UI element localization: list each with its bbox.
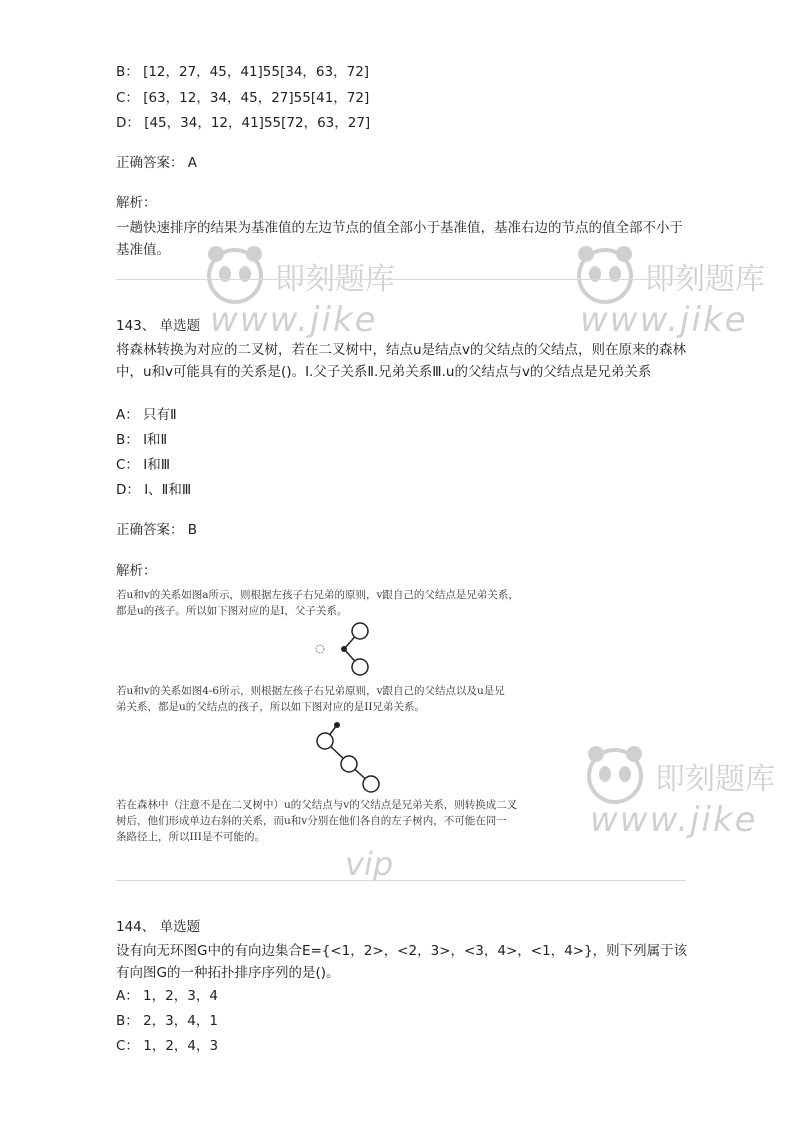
q142-analysis-text: 一趟快速排序的结果为基准值的左边节点的值全部小于基准值，基准右边的节点的值全部不小于基准值。	[116, 220, 683, 258]
q144-option-a: A： 1，2，3，4	[116, 988, 218, 1004]
q142-answer: 正确答案： A	[116, 155, 198, 171]
q143-analysis-figure	[116, 585, 568, 863]
q142-option-b: B： [12，27，45，41]55[34，63，72]	[116, 64, 370, 80]
q143-analysis-label: 解析：	[116, 563, 157, 579]
watermark-fragment: vip	[345, 845, 394, 883]
figure-text-line: 树后，他们形成单边右斜的关系，而u和v分别在他们各自的左子树内，不可能在同一	[116, 815, 507, 827]
q143-answer: 正确答案： B	[116, 522, 198, 538]
watermark-url: www.jike	[590, 800, 758, 840]
q143-option-d: D： Ⅰ、Ⅱ和Ⅲ	[116, 482, 192, 498]
q143-option-a: A： 只有Ⅱ	[116, 407, 177, 423]
watermark-brand: 即刻题库	[275, 262, 395, 297]
figure-text-line: 若在森林中（注意不是在二叉树中）u的父结点与v的父结点是兄弟关系，则转换成二叉	[116, 799, 518, 811]
q144-header: 144、 单选题	[116, 919, 201, 935]
q142-option-d: D： [45，34，12，41]55[72，63，27]	[116, 115, 371, 131]
q143-option-b: B： Ⅰ和Ⅱ	[116, 432, 168, 448]
watermark-brand: 即刻题库	[645, 262, 765, 297]
tree-diagram-2	[116, 717, 568, 797]
q144-stem: 设有向无环图G中的有向边集合E={<1，2>，<2，3>，<3，4>，<1，4>}，则下列属于该有向图G的一种拓扑排序序列的是()。	[116, 943, 688, 981]
panda-icon	[580, 740, 650, 810]
q142-option-c: C： [63，12，34，45，27]55[41，72]	[116, 90, 370, 106]
q143-stem: 将森林转换为对应的二叉树，若在二叉树中，结点u是结点v的父结点的父结点，则在原来的森林中，u和v可能具有的关系是()。Ⅰ.父子关系Ⅱ.兄弟关系Ⅲ.u的父结点与v的父结点是兄弟关系	[116, 342, 687, 380]
q143-option-c: C： Ⅰ和Ⅲ	[116, 457, 171, 473]
watermark-brand: 即刻题库	[655, 762, 775, 797]
watermark-url: www.jike	[210, 300, 378, 340]
figure-text-line: 都是u的孩子。所以如下图对应的是I，父子关系。	[116, 605, 348, 617]
q144-option-c: C： 1，2，4，3	[116, 1038, 219, 1054]
q144-option-b: B： 2，3，4，1	[116, 1013, 218, 1029]
figure-text-line: 弟关系，都是u的父结点的孩子，所以如下图对应的是II兄弟关系。	[116, 701, 426, 713]
figure-text-line: 条路径上，所以III是不可能的。	[116, 831, 265, 843]
q143-header: 143、 单选题	[116, 318, 201, 334]
divider	[116, 880, 686, 881]
divider	[116, 279, 686, 280]
figure-text-line: 若u和v的关系如图a所示，则根据左孩子右兄弟的原则，v跟自己的父结点是兄弟关系，	[116, 589, 519, 601]
watermark-logo-3	[580, 740, 800, 850]
q142-analysis-label: 解析：	[116, 195, 157, 211]
figure-text-line: 若u和v的关系如图4-6所示，则根据左孩子右兄弟原则，v跟自己的父结点以及u是兄	[116, 685, 505, 697]
watermark-url: www.jike	[580, 300, 748, 340]
